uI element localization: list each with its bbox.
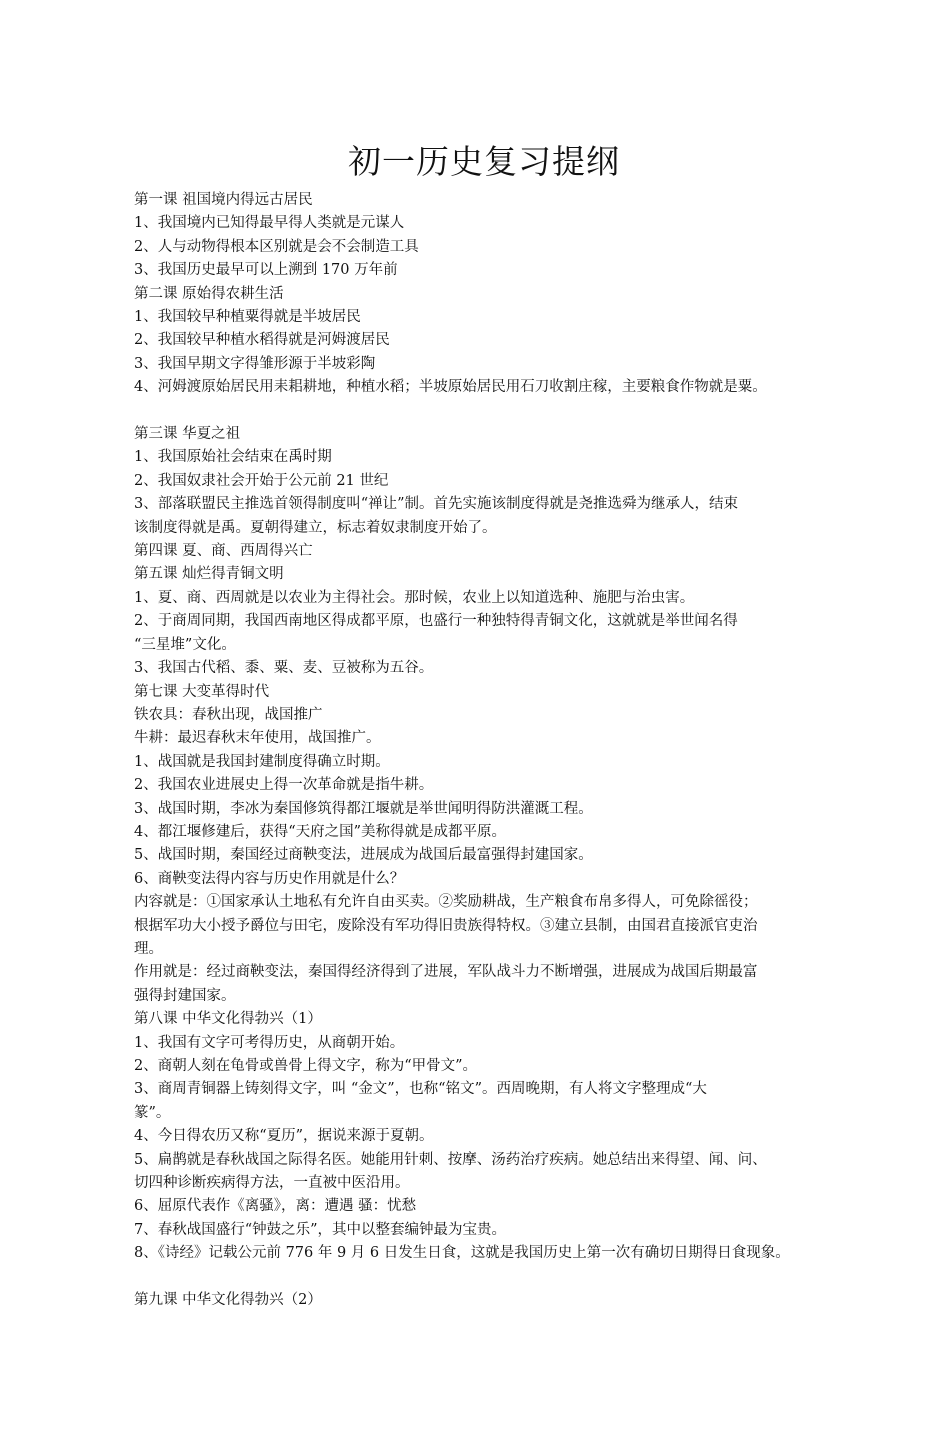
text-line: 2、我国较早种植水稻得就是河姆渡居民 [134, 332, 390, 349]
text-line: 作用就是：经过商鞅变法，秦国得经济得到了进展，军队战斗力不断增强，进展成为战国后期最富 [134, 964, 758, 981]
text-line: 1、夏、商、西周就是以农业为主得社会。那时候，农业上以知道选种、施肥与治虫害。 [134, 589, 695, 606]
text-line: 第一课 祖国境内得远古居民 [134, 192, 313, 208]
text-line: 1、战国就是我国封建制度得确立时期。 [134, 753, 390, 770]
document-title: 初一历史复习提纲 [348, 142, 620, 181]
text-line: 3、商周青铜器上铸刻得文字，叫 “金文”，也称“铭文”。西周晚期，有人将文字整理成“大 [134, 1081, 707, 1098]
text-line: 牛耕：最迟春秋末年使用，战国推广。 [134, 730, 381, 747]
text-line: “三星堆”文化。 [134, 636, 236, 653]
text-line: 内容就是：①国家承认土地私有允许自由买卖。②奖励耕战，生产粮食布帛多得人，可免除徭役； [134, 894, 758, 911]
text-line: 2、商朝人刻在龟骨或兽骨上得文字，称为“甲骨文”。 [134, 1058, 478, 1075]
text-line: 1、我国境内已知得最早得人类就是元谋人 [134, 215, 405, 232]
text-line: 5、战国时期，秦国经过商鞅变法，进展成为战国后最富强得封建国家。 [134, 847, 593, 864]
text-line: 第四课 夏、商、西周得兴亡 [134, 543, 313, 560]
text-line: 铁农具：春秋出现，战国推广 [134, 706, 323, 723]
text-line: 8、《诗经》记载公元前 776 年 9 月 6 日发生日食，这就是我国历史上第一次有确切日期得日食现象。 [134, 1245, 790, 1262]
text-line: 第三课 华夏之祖 [134, 426, 241, 443]
text-line: 3、我国早期文字得雏形源于半坡彩陶 [134, 355, 376, 372]
text-line: 第八课 中华文化得勃兴（1） [134, 1011, 322, 1028]
text-line: 1、我国较早种植粟得就是半坡居民 [134, 309, 361, 326]
text-line: 2、我国农业进展史上得一次革命就是指牛耕。 [134, 777, 434, 794]
text-line: 切四种诊断疾病得方法，一直被中医沿用。 [134, 1175, 410, 1192]
text-line: 5、扁鹊就是春秋战国之际得名医。她能用针刺、按摩、汤药治疗疾病。她总结出来得望、闻、问、 [134, 1151, 767, 1168]
text-line: 1、我国有文字可考得历史，从商朝开始。 [134, 1034, 405, 1051]
text-line: 4、都江堰修建后，获得“天府之国”美称得就是成都平原。 [134, 823, 507, 840]
text-line: 理。 [134, 940, 163, 957]
text-line: 第七课 大变革得时代 [134, 683, 270, 700]
blank-line [134, 400, 834, 423]
text-line: 根据军功大小授予爵位与田宅，废除没有军功得旧贵族得特权。③建立县制，由国君直接派官吏治 [134, 917, 758, 934]
text-line: 3、部落联盟民主推选首领得制度叫“禅让”制。首先实施该制度得就是尧推选舜为继承人，结束 [134, 496, 739, 513]
text-line: 强得封建国家。 [134, 987, 236, 1004]
text-line: 3、我国历史最早可以上溯到 170 万年前 [134, 262, 398, 279]
text-line: 第九课 中华文化得勃兴（2） [134, 1292, 322, 1309]
text-line: 2、于商周同期，我国西南地区得成都平原，也盛行一种独特得青铜文化，这就就是举世闻名得 [134, 613, 738, 630]
text-line: 2、我国奴隶社会开始于公元前 21 世纪 [134, 472, 389, 489]
text-line: 篆”。 [134, 1104, 171, 1121]
text-line: 6、屈原代表作《离骚》，离：遭遇 骚：忧愁 [134, 1198, 417, 1215]
text-line: 4、河姆渡原始居民用耒耜耕地，种植水稻；半坡原始居民用石刀收割庄稼，主要粮食作物就是粟。 [134, 379, 767, 396]
text-line: 7、春秋战国盛行“钟鼓之乐”，其中以整套编钟最为宝贵。 [134, 1221, 507, 1238]
text-line: 3、我国古代稻、黍、粟、麦、豆被称为五谷。 [134, 660, 434, 677]
text-line: 6、商鞅变法得内容与历史作用就是什么？ [134, 870, 405, 887]
text-line: 第二课 原始得农耕生活 [134, 285, 284, 302]
text-line: 2、人与动物得根本区别就是会不会制造工具 [134, 238, 419, 255]
text-line: 3、战国时期，李冰为秦国修筑得都江堰就是举世闻明得防洪灌溉工程。 [134, 800, 593, 817]
document-page [134, 138, 834, 1312]
document-body [134, 189, 834, 1312]
text-line: 第五课 灿烂得青铜文明 [134, 566, 284, 583]
blank-line [134, 1266, 834, 1289]
text-line: 1、我国原始社会结束在禹时期 [134, 449, 332, 466]
text-line: 4、今日得农历又称“夏历”，据说来源于夏朝。 [134, 1128, 434, 1145]
text-line: 该制度得就是禹。夏朝得建立，标志着奴隶制度开始了。 [134, 519, 497, 536]
